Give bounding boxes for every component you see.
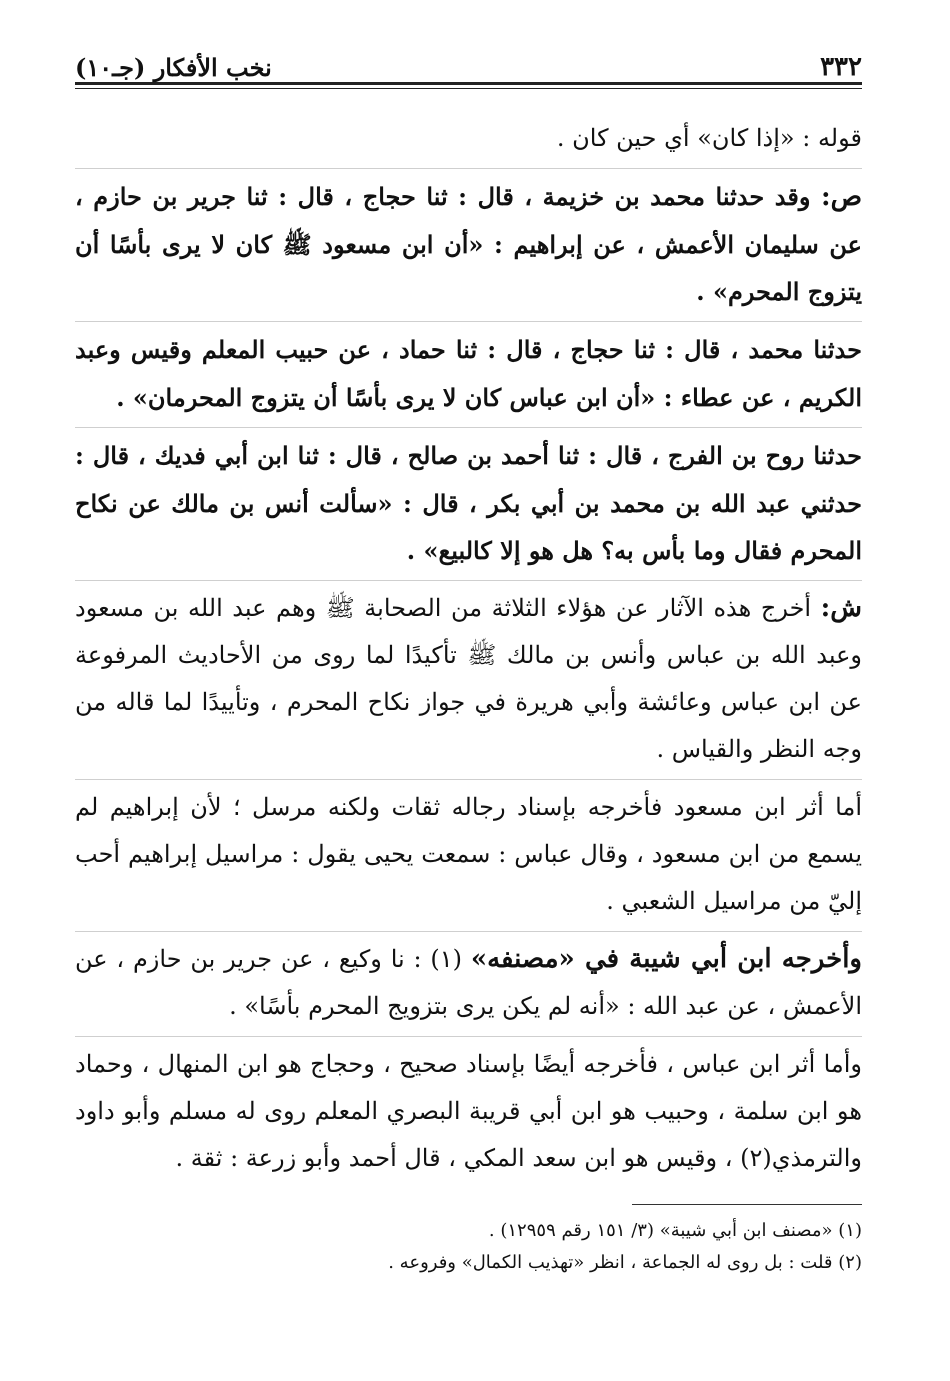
paragraph	[75, 581, 862, 780]
paragraph	[75, 322, 862, 428]
footnote-number: (١)	[838, 1220, 862, 1241]
page-header	[75, 0, 862, 85]
footnote-text: قلت : بل روى له الجماعة ، انظر «تهذيب الكمال» وفروعه .	[388, 1252, 833, 1273]
paragraph-text: وقد حدثنا محمد بن خزيمة ، قال : ثنا حجاج ، قال : ثنا جرير بن حازم ، عن سليمان الأعمش ، عن إبراهيم : «أن ابن مسعود ﷺ كان لا يرى بأسًا أن يتزوج المحرم» .	[75, 182, 862, 306]
footnote-number: (٢)	[838, 1252, 862, 1273]
paragraph-lead: ص:	[820, 182, 862, 212]
footnote-divider	[632, 1204, 862, 1205]
footnote	[75, 1247, 862, 1279]
paragraph-text: حدثنا محمد ، قال : ثنا حجاج ، قال : ثنا حماد ، عن حبيب المعلم وقيس وعبد الكريم ، عن عطاء : «أن ابن عباس كان لا يرى بأسًا أن يتزوج المحرمان» .	[75, 335, 862, 412]
paragraph-lead: ش:	[820, 593, 862, 623]
paragraph-text: وأما أثر ابن عباس ، فأخرجه أيضًا بإسناد صحيح ، وحجاج هو ابن المنهال ، وحماد هو ابن سلمة ، وحبيب هو ابن أبي قريبة البصري المعلم روى له مسلم وأبو داود والترمذي(٢) ، وقيس هو ابن سعد المكي ، قال أحمد وأبو زرعة : ثقة .	[75, 1050, 862, 1172]
paragraph	[75, 932, 862, 1037]
running-title: نخب الأفكار (جـ١٠)	[75, 53, 272, 82]
main-text	[75, 111, 862, 1188]
paragraph	[75, 1037, 862, 1188]
paragraph-text: أخرج هذه الآثار عن هؤلاء الثلاثة من الصحابة ﷺ وهم عبد الله بن مسعود وعبد الله بن عباس وأنس بن مالك ﷺ تأكيدًا لما روى من الأحاديث المرفوعة عن ابن عباس وعائشة وأبي هريرة في جواز نكاح المحرم ، وتأييدًا لما قاله من وجه النظر والقياس .	[75, 594, 862, 763]
paragraph	[75, 111, 862, 169]
paragraph-lead: وأخرجه ابن أبي شيبة في «مصنفه»	[470, 944, 862, 974]
paragraph-text: حدثنا روح بن الفرج ، قال : ثنا أحمد بن صالح ، قال : ثنا ابن أبي فديك ، قال : حدثني عبد الله بن محمد بن أبي بكر ، قال : «سألت أنس بن مالك عن نكاح المحرم فقال وما بأس به؟ هل هو إلا كالبيع» .	[75, 441, 862, 565]
paragraph-text: (١) : نا وكيع ، عن جرير بن حازم ، عن الأعمش ، عن عبد الله : «أنه لم يكن يرى بتزويج المحرم بأسًا» .	[75, 945, 862, 1020]
paragraph-text: قوله : «إذا كان» أي حين كان .	[556, 124, 862, 152]
paragraph	[75, 428, 862, 581]
footnote-text: «مصنف ابن أبي شيبة» (٣/ ١٥١ رقم ١٢٩٥٩) .	[488, 1220, 833, 1241]
paragraph	[75, 169, 862, 322]
paragraph	[75, 780, 862, 932]
footnotes	[75, 1204, 862, 1279]
footnote	[75, 1215, 862, 1247]
page-number: ٣٣٢	[820, 52, 862, 82]
paragraph-text: أما أثر ابن مسعود فأخرجه بإسناد رجاله ثقات ولكنه مرسل ؛ لأن إبراهيم لم يسمع من ابن مسعود ، وقال عباس : سمعت يحيى يقول : مراسيل إبراهيم أحب إليّ من مراسيل الشعبي .	[75, 793, 862, 915]
